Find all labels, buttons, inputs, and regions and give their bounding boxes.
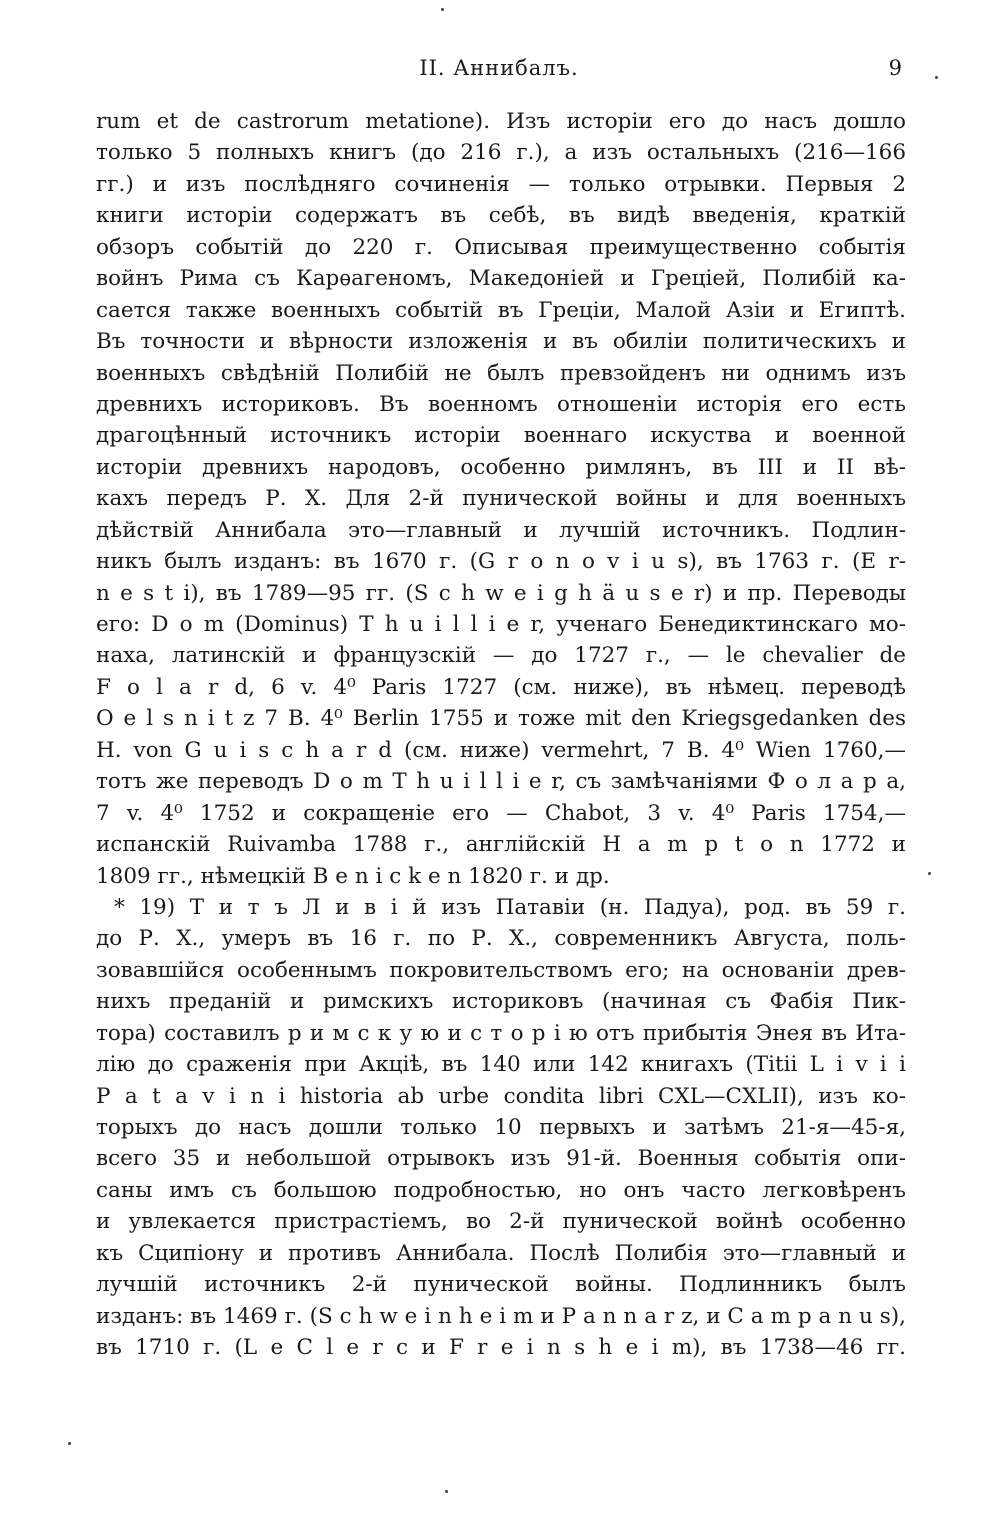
- text-line: саны имъ съ большою подробностью, но онъ часто легковѣренъ: [96, 1177, 906, 1203]
- text-line: исторіи древнихъ народовъ, особенно римлянъ, въ III и II вѣ-: [96, 454, 906, 480]
- paragraph: [96, 106, 906, 892]
- paragraph: [96, 892, 906, 1364]
- text-line: кахъ передъ Р. Х. Для 2-й пунической войны и для военныхъ: [96, 486, 906, 512]
- text-line: O e l s n i t z 7 B. 4⁰ Berlin 1755 и тоже mit den Kriegsgedanken des: [96, 706, 906, 732]
- scan-speck: [68, 1442, 71, 1445]
- text-line: драгоцѣнный источникъ исторіи военнаго искуства и военной: [96, 423, 906, 449]
- text-line: P a t a v i n i historia ab urbe condita libri CXL—CXLII), изъ ко-: [96, 1083, 906, 1109]
- text-line: 1809 гг., нѣмецкій B e n i c k e n 1820 г. и др.: [96, 863, 610, 889]
- text-line: торыхъ до насъ дошли только 10 первыхъ и затѣмъ 21-я—45-я,: [96, 1115, 906, 1140]
- text-line: изданъ: въ 1469 г. (S c h w e i n h e i m и P a n n a r z, и C a m p a n u s),: [96, 1303, 906, 1329]
- text-line: испанскій Ruivamba 1788 г., англійскій H a m p t o n 1772 и: [96, 832, 906, 858]
- running-title: II. Аннибалъ.: [419, 56, 579, 80]
- text-line: въ 1710 г. (L e C l e r c и F r e i n s h e i m), въ 1738—46 гг.: [96, 1335, 906, 1361]
- text-line: его: D o m (Dominus) T h u i l l i e r, ученаго Бенедиктинскаго мо-: [96, 612, 906, 637]
- text-line: всего 35 и небольшой отрывокъ изъ 91-й. Военныя событія опи-: [96, 1146, 906, 1172]
- text-line: тора) составилъ р и м с к у ю и с т о р і ю отъ прибытія Энея въ Ита-: [96, 1020, 906, 1046]
- text-line: гг.) и изъ послѣдняго сочиненія — только отрывки. Первыя 2: [96, 171, 906, 197]
- scan-speck: [928, 872, 931, 875]
- scan-speck: [441, 8, 444, 11]
- text-line: * 19) Т и т ъ Л и в і й изъ Патавіи (н. Падуа), род. въ 59 г.: [114, 894, 906, 920]
- text-line: древнихъ историковъ. Въ военномъ отношеніи исторія его есть: [96, 391, 906, 417]
- text-line: къ Сципіону и противъ Аннибала. Послѣ Полибія это—главный и: [96, 1240, 906, 1266]
- scan-speck: [445, 1490, 448, 1493]
- text-line: Въ точности и вѣрности изложенія и въ обиліи политическихъ и: [96, 329, 906, 355]
- text-line: 7 v. 4⁰ 1752 и сокращеніе его — Chabot, 3 v. 4⁰ Paris 1754,—: [96, 800, 906, 826]
- text-line: до Р. Х., умеръ въ 16 г. по Р. Х., современникъ Августа, поль-: [96, 926, 906, 952]
- text-line: зовавшійся особеннымъ покровительствомъ его; на основаніи древ-: [96, 957, 906, 983]
- page-header: [96, 56, 902, 86]
- text-line: военныхъ свѣдѣній Полибій не былъ превзойденъ ни однимъ изъ: [96, 360, 906, 386]
- text-line: и увлекается пристрастіемъ, во 2-й пунической войнѣ особенно: [96, 1209, 906, 1235]
- text-line: тотъ же переводъ D o m T h u i l l i e r, съ замѣчаніями Ф о л а р а,: [96, 769, 906, 795]
- text-line: обзоръ событій до 220 г. Описывая преимущественно событія: [96, 234, 906, 260]
- page-number: 9: [888, 56, 902, 80]
- text-line: никъ былъ изданъ: въ 1670 г. (G r o n o v i u s), въ 1763 г. (E r-: [96, 549, 906, 575]
- text-line: сается также военныхъ событій въ Греціи, Малой Азіи и Египтѣ.: [96, 297, 906, 323]
- text-line: наха, латинскій и французскій — до 1727 г., — le chevalier de: [96, 643, 906, 669]
- text-line: n e s t i), въ 1789—95 гг. (S c h w e i g h ä u s e r) и пр. Переводы: [96, 580, 906, 606]
- text-line: только 5 полныхъ книгъ (до 216 г.), а изъ остальныхъ (216—166: [96, 140, 906, 166]
- text-line: книги исторіи содержатъ въ себѣ, въ видѣ введенія, краткій: [96, 203, 906, 229]
- text-line: дѣйствій Аннибала это—главный и лучшій источникъ. Подлин-: [96, 517, 906, 543]
- text-line: F o l a r d, 6 v. 4⁰ Paris 1727 (см. ниже), въ нѣмец. переводѣ: [96, 674, 906, 700]
- body-text: [96, 106, 906, 1364]
- scan-speck: [935, 76, 938, 79]
- text-line: лучшій источникъ 2-й пунической войны. Подлинникъ былъ: [96, 1272, 906, 1298]
- text-line: войнъ Рима съ Карѳагеномъ, Македоніей и Греціей, Полибій ка-: [96, 266, 906, 292]
- text-line: лію до сраженія при Акціѣ, въ 140 или 142 книгахъ (Titii L i v i i: [96, 1052, 906, 1078]
- text-line: rum et de castrorum metatione). Изъ исторіи его до насъ дошло: [96, 109, 906, 134]
- text-line: нихъ преданій и римскихъ историковъ (начиная съ Фабія Пик-: [96, 989, 906, 1015]
- text-line: H. von G u i s c h a r d (см. ниже) vermehrt, 7 B. 4⁰ Wien 1760,—: [96, 737, 906, 763]
